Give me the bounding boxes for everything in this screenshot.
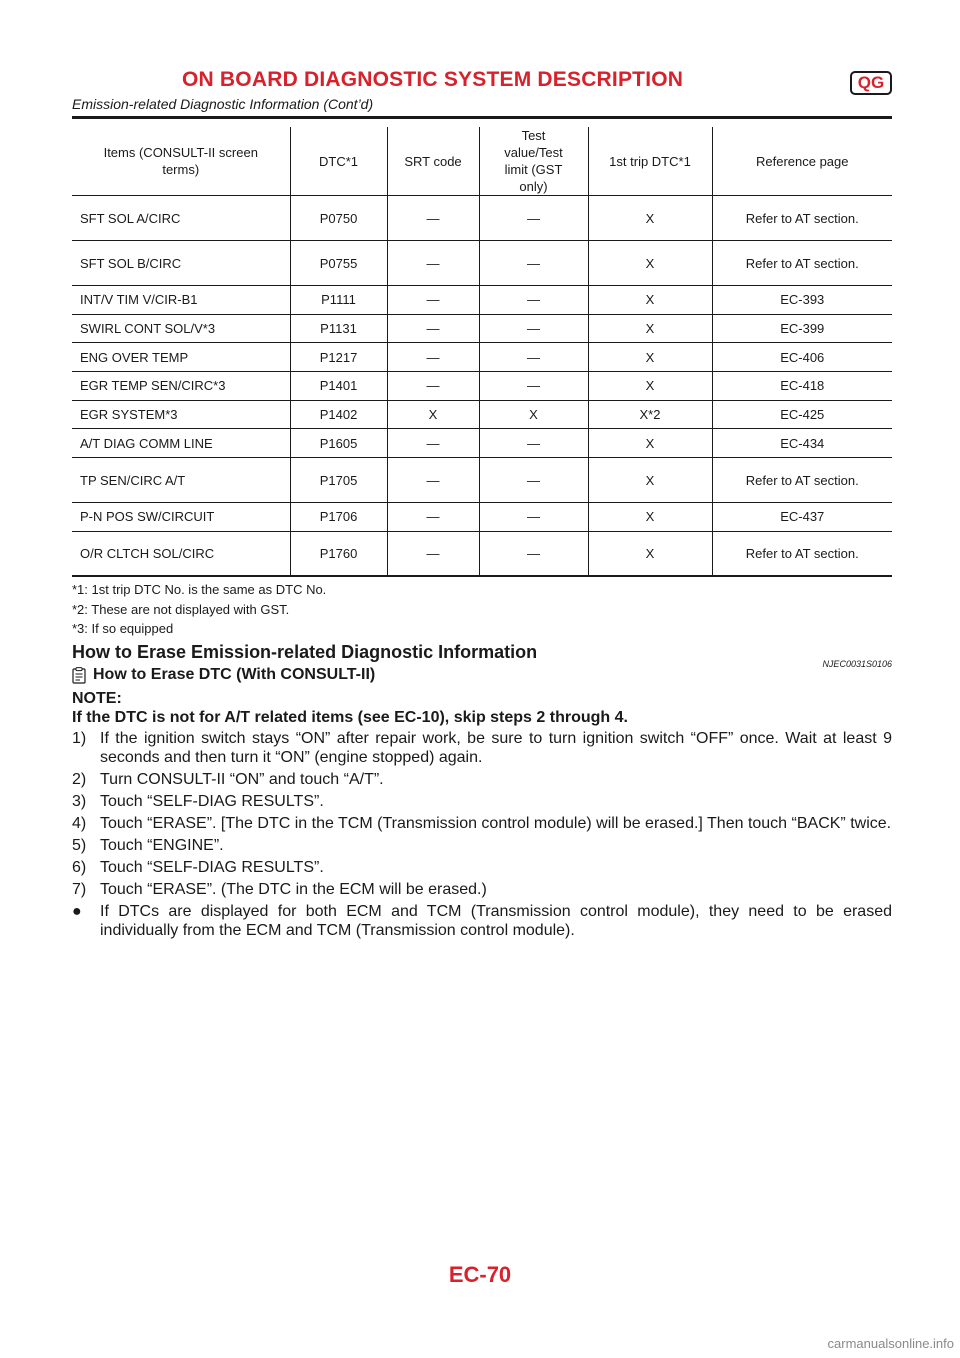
bullet-text: If DTCs are displayed for both ECM and TCM (Transmission control module), they need to be erased individually from the ECM and TCM (Transmission control module). [100, 903, 892, 939]
step-item [72, 770, 892, 789]
table-row [72, 372, 892, 401]
table-row [72, 503, 892, 532]
cell-first-trip: X [588, 241, 712, 286]
cell-reference: EC-418 [712, 372, 892, 401]
cell-srt: — [387, 343, 479, 372]
cell-reference: Refer to AT section. [712, 196, 892, 241]
table-row [72, 400, 892, 429]
section-title: How to Erase Emission-related Diagnostic Information [72, 642, 538, 662]
page-number: EC-70 [448, 1262, 512, 1287]
cell-reference: EC-399 [712, 314, 892, 343]
header-divider [72, 116, 892, 119]
cell-item: EGR SYSTEM*3 [72, 400, 290, 429]
step-item [72, 836, 892, 855]
cell-dtc: P1111 [290, 286, 387, 315]
table-row [72, 314, 892, 343]
section-subtitle [72, 666, 375, 684]
cell-dtc: P1217 [290, 343, 387, 372]
col-header-reference: Reference page [712, 127, 892, 196]
step-text: Touch “SELF-DIAG RESULTS”. [100, 859, 324, 876]
page-subtitle: Emission-related Diagnostic Information (Cont’d) [72, 96, 374, 112]
section-subtitle-text: How to Erase DTC (With CONSULT-II) [93, 666, 376, 683]
step-text: Turn CONSULT-II “ON” and touch “A/T”. [100, 771, 384, 788]
cell-srt: — [387, 503, 479, 532]
cell-first-trip: X [588, 458, 712, 503]
cell-item: O/R CLTCH SOL/CIRC [72, 531, 290, 576]
col-header-srt: SRT code [387, 127, 479, 196]
cell-test-value: — [479, 314, 588, 343]
bullet-item [72, 902, 892, 940]
cell-reference: Refer to AT section. [712, 241, 892, 286]
table-body [72, 196, 892, 577]
cell-reference: Refer to AT section. [712, 531, 892, 576]
cell-item: ENG OVER TEMP [72, 343, 290, 372]
document-icon [72, 667, 86, 684]
cell-first-trip: X [588, 372, 712, 401]
cell-test-value: — [479, 372, 588, 401]
cell-srt: X [387, 400, 479, 429]
col-header-dtc: DTC*1 [290, 127, 387, 196]
step-number: 3) [72, 793, 87, 810]
table-row [72, 286, 892, 315]
step-item [72, 858, 892, 877]
step-text: Touch “SELF-DIAG RESULTS”. [100, 793, 324, 810]
footnote: *2: These are not displayed with GST. [72, 601, 290, 617]
cell-srt: — [387, 531, 479, 576]
cell-srt: — [387, 458, 479, 503]
step-text: Touch “ERASE”. [The DTC in the TCM (Transmission control module) will be erased.] Then touch “BACK” twice. [100, 815, 892, 832]
cell-dtc: P1131 [290, 314, 387, 343]
step-item [72, 729, 892, 767]
cell-item: INT/V TIM V/CIR-B1 [72, 286, 290, 315]
cell-first-trip: X [588, 343, 712, 372]
step-number: 5) [72, 837, 87, 854]
cell-item: SFT SOL A/CIRC [72, 196, 290, 241]
cell-first-trip: X [588, 429, 712, 458]
step-item [72, 792, 892, 811]
cell-reference: EC-425 [712, 400, 892, 429]
cell-item: SFT SOL B/CIRC [72, 241, 290, 286]
step-text: If the ignition switch stays “ON” after repair work, be sure to turn ignition switch “OFF” once. Wait at least 9 seconds and then turn it “ON” (engine stopped) again. [100, 730, 892, 766]
cell-reference: EC-393 [712, 286, 892, 315]
col-header-test-value: Test value/Test limit (GST only) [479, 127, 588, 196]
table-row [72, 458, 892, 503]
note-label: NOTE: [72, 690, 122, 707]
cell-dtc: P1605 [290, 429, 387, 458]
col-header-first-trip: 1st trip DTC*1 [588, 127, 712, 196]
cell-srt: — [387, 196, 479, 241]
cell-test-value: — [479, 531, 588, 576]
cell-test-value: — [479, 343, 588, 372]
cell-dtc: P1401 [290, 372, 387, 401]
table-row [72, 241, 892, 286]
cell-first-trip: X [588, 196, 712, 241]
bullet-icon: ● [72, 903, 82, 920]
cell-srt: — [387, 429, 479, 458]
cell-reference: EC-437 [712, 503, 892, 532]
page-title: ON BOARD DIAGNOSTIC SYSTEM DESCRIPTION [182, 68, 684, 91]
cell-reference: EC-434 [712, 429, 892, 458]
cell-dtc: P1402 [290, 400, 387, 429]
step-item [72, 814, 892, 833]
cell-dtc: P1706 [290, 503, 387, 532]
cell-item: P-N POS SW/CIRCUIT [72, 503, 290, 532]
footnote: *1: 1st trip DTC No. is the same as DTC No. [72, 582, 327, 597]
dtc-table [72, 127, 892, 577]
cell-dtc: P1760 [290, 531, 387, 576]
watermark: carmanualsonline.info [827, 1336, 954, 1351]
step-number: 6) [72, 859, 87, 876]
cell-dtc: P0755 [290, 241, 387, 286]
step-number: 2) [72, 771, 87, 788]
table-row [72, 196, 892, 241]
section-code: NJEC0031S0106 [822, 659, 892, 669]
cell-item: A/T DIAG COMM LINE [72, 429, 290, 458]
cell-test-value: — [479, 286, 588, 315]
cell-dtc: P1705 [290, 458, 387, 503]
cell-first-trip: X*2 [588, 400, 712, 429]
cell-first-trip: X [588, 503, 712, 532]
cell-srt: — [387, 314, 479, 343]
table-row [72, 531, 892, 576]
cell-test-value: X [479, 400, 588, 429]
step-text: Touch “ERASE”. (The DTC in the ECM will be erased.) [100, 881, 487, 898]
step-number: 4) [72, 815, 87, 832]
cell-item: EGR TEMP SEN/CIRC*3 [72, 372, 290, 401]
cell-item: SWIRL CONT SOL/V*3 [72, 314, 290, 343]
note-text: If the DTC is not for A/T related items (see EC-10), skip steps 2 through 4. [72, 709, 628, 726]
col-header-items: Items (CONSULT-II screen terms) [72, 127, 290, 196]
cell-item: TP SEN/CIRC A/T [72, 458, 290, 503]
cell-test-value: — [479, 429, 588, 458]
cell-test-value: — [479, 503, 588, 532]
step-item [72, 880, 892, 899]
table-row [72, 343, 892, 372]
cell-first-trip: X [588, 531, 712, 576]
cell-first-trip: X [588, 314, 712, 343]
table-row [72, 429, 892, 458]
step-number: 7) [72, 881, 87, 898]
cell-test-value: — [479, 241, 588, 286]
cell-first-trip: X [588, 286, 712, 315]
cell-dtc: P0750 [290, 196, 387, 241]
cell-srt: — [387, 241, 479, 286]
footnotes [72, 580, 326, 639]
step-number: 1) [72, 730, 87, 747]
cell-test-value: — [479, 458, 588, 503]
footnote: *3: If so equipped [72, 621, 174, 636]
engine-badge: QG [850, 71, 892, 95]
cell-srt: — [387, 286, 479, 315]
procedure-steps [72, 729, 892, 943]
step-text: Touch “ENGINE”. [100, 837, 224, 854]
cell-test-value: — [479, 196, 588, 241]
cell-reference: EC-406 [712, 343, 892, 372]
table-header-row [72, 127, 892, 196]
cell-srt: — [387, 372, 479, 401]
cell-reference: Refer to AT section. [712, 458, 892, 503]
